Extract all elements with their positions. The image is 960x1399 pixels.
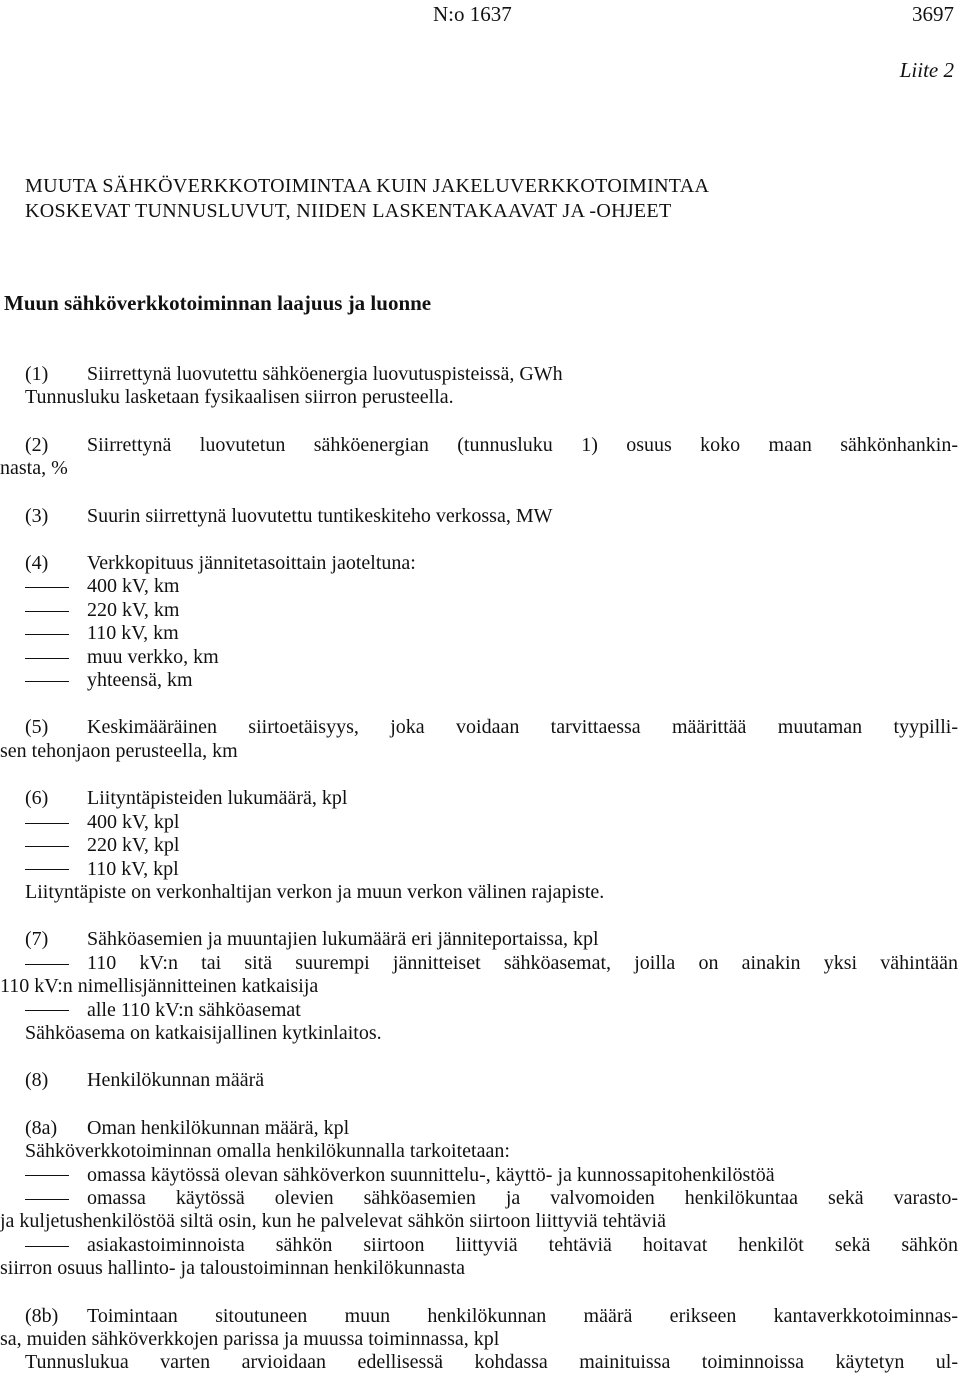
appendix-label: Liite 2: [899, 58, 954, 82]
item-number: (3): [25, 504, 49, 527]
statute-number: N:o 1637: [433, 2, 512, 26]
item-number: (2): [25, 433, 49, 456]
dash-item: omassa käytössä olevien sähköasemien ja valvomoiden henkilökuntaa sekä varasto-: [0, 1187, 958, 1210]
item-text: Henkilökunnan määrä: [87, 1069, 265, 1092]
dash-item: 110 kV, km: [0, 622, 958, 645]
em-dash-icon: [25, 611, 69, 612]
title-line-2: KOSKEVAT TUNNUSLUVUT, NIIDEN LASKENTAKAAVAT JA -OHJEET: [25, 200, 672, 222]
item-intro: Sähköverkkotoiminnan omalla henkilökunnalla tarkoitetaan:: [25, 1140, 510, 1163]
section-heading: Muun sähköverkkotoiminnan laajuus ja luonne: [4, 291, 432, 315]
item-text: Suurin siirrettynä luovutettu tuntikeskiteho verkossa, MW: [87, 504, 553, 527]
page-number: 3697: [912, 2, 954, 26]
item-5: [0, 716, 958, 763]
item-text: Siirrettynä luovutettu sähköenergia luovutuspisteissä, GWh: [87, 363, 563, 385]
item-note: Liityntäpiste on verkonhaltijan verkon ja muun verkon välinen rajapiste.: [25, 880, 605, 903]
item-8: [0, 1069, 958, 1092]
document-body: [0, 363, 958, 1399]
item-note: Tunnuslukua varten arvioidaan edellisessä kohdassa mainituissa toiminnoissa käytetyn ul-: [25, 1351, 958, 1374]
item-number: (8): [25, 1069, 49, 1092]
em-dash-icon: [25, 846, 69, 847]
em-dash-icon: [25, 964, 69, 965]
em-dash-icon: [25, 869, 69, 870]
em-dash-icon: [25, 634, 69, 635]
dash-item: asiakastoiminnoista sähkön siirtoon liittyviä tehtäviä hoitavat henkilöt sekä sähkön: [0, 1234, 958, 1257]
item-text: Liityntäpisteiden lukumäärä, kpl: [87, 787, 348, 810]
dash-item: 400 kV, kpl: [0, 811, 958, 834]
item-number: (8b): [25, 1304, 59, 1327]
item-8a: [0, 1117, 958, 1281]
em-dash-icon: [25, 587, 69, 588]
dash-item-continued: 110 kV:n nimellisjännitteinen katkaisija: [0, 975, 319, 998]
item-text: Siirrettynä luovutetun sähköenergian (tunnusluku 1) osuus koko maan sähkönhankin-: [87, 433, 958, 456]
dash-item: 110 kV, kpl: [0, 858, 958, 881]
item-6: [0, 787, 958, 904]
item-2: [0, 434, 958, 481]
item-number: (7): [25, 928, 49, 951]
item-number: (4): [25, 552, 49, 575]
item-text: Toimintaan sitoutuneen muun henkilökunnan määrä erikseen kantaverkkotoiminnas-: [87, 1304, 958, 1327]
em-dash-icon: [25, 1010, 69, 1011]
item-text: Oman henkilökunnan määrä, kpl: [87, 1116, 350, 1139]
item-8b: [0, 1305, 958, 1375]
item-number: (1): [25, 363, 49, 385]
em-dash-icon: [25, 681, 69, 682]
em-dash-icon: [25, 1246, 69, 1247]
item-number: (6): [25, 787, 49, 810]
item-text: Verkkopituus jännitetasoittain jaoteltuna:: [87, 552, 416, 575]
title-line-1: MUUTA SÄHKÖVERKKOTOIMINTAA KUIN JAKELUVERKKOTOIMINTAA: [25, 175, 710, 197]
item-text-continued: sa, muiden sähköverkkojen parissa ja muussa toiminnassa, kpl: [0, 1328, 500, 1350]
em-dash-icon: [25, 1199, 69, 1200]
item-text-continued: nasta, %: [0, 457, 68, 480]
dash-item: alle 110 kV:n sähköasemat: [0, 999, 958, 1022]
item-number: (8a): [25, 1116, 58, 1139]
dash-item: 220 kV, km: [0, 599, 958, 622]
dash-item: omassa käytössä olevan sähköverkon suunnittelu-, käyttö- ja kunnossapitohenkilöstöä: [0, 1164, 958, 1187]
document-title: [25, 174, 709, 224]
item-number: (5): [25, 716, 49, 739]
item-note: Sähköasema on katkaisijallinen kytkinlaitos.: [25, 1021, 382, 1044]
dash-item-continued: siirron osuus hallinto- ja taloustoiminnan henkilökunnasta: [0, 1257, 465, 1280]
dash-item-continued: ja kuljetushenkilöstöä siltä osin, kun he palvelevat sähkön siirtoon liittyviä tehtäviä: [0, 1210, 666, 1233]
item-1: [0, 363, 958, 410]
dash-item: 400 kV, km: [0, 575, 958, 598]
item-text: Sähköasemien ja muuntajien lukumäärä eri jänniteportaissa, kpl: [87, 928, 599, 951]
item-4: [0, 552, 958, 692]
item-text-continued: sen tehonjaon perusteella, km: [0, 739, 238, 762]
item-note: Tunnusluku lasketaan fysikaalisen siirron perusteella.: [25, 386, 454, 409]
em-dash-icon: [25, 1175, 69, 1176]
em-dash-icon: [25, 658, 69, 659]
item-text: Keskimääräinen siirtoetäisyys, joka voidaan tarvittaessa määrittää muutaman tyypilli-: [87, 716, 958, 739]
dash-item: 220 kV, kpl: [0, 834, 958, 857]
dash-item: muu verkko, km: [0, 646, 958, 669]
em-dash-icon: [25, 823, 69, 824]
dash-item: 110 kV:n tai sitä suurempi jännitteiset sähköasemat, joilla on ainakin yksi vähintään: [0, 952, 958, 975]
item-7: [0, 928, 958, 1045]
dash-item: yhteensä, km: [0, 669, 958, 692]
item-3: [0, 505, 958, 528]
